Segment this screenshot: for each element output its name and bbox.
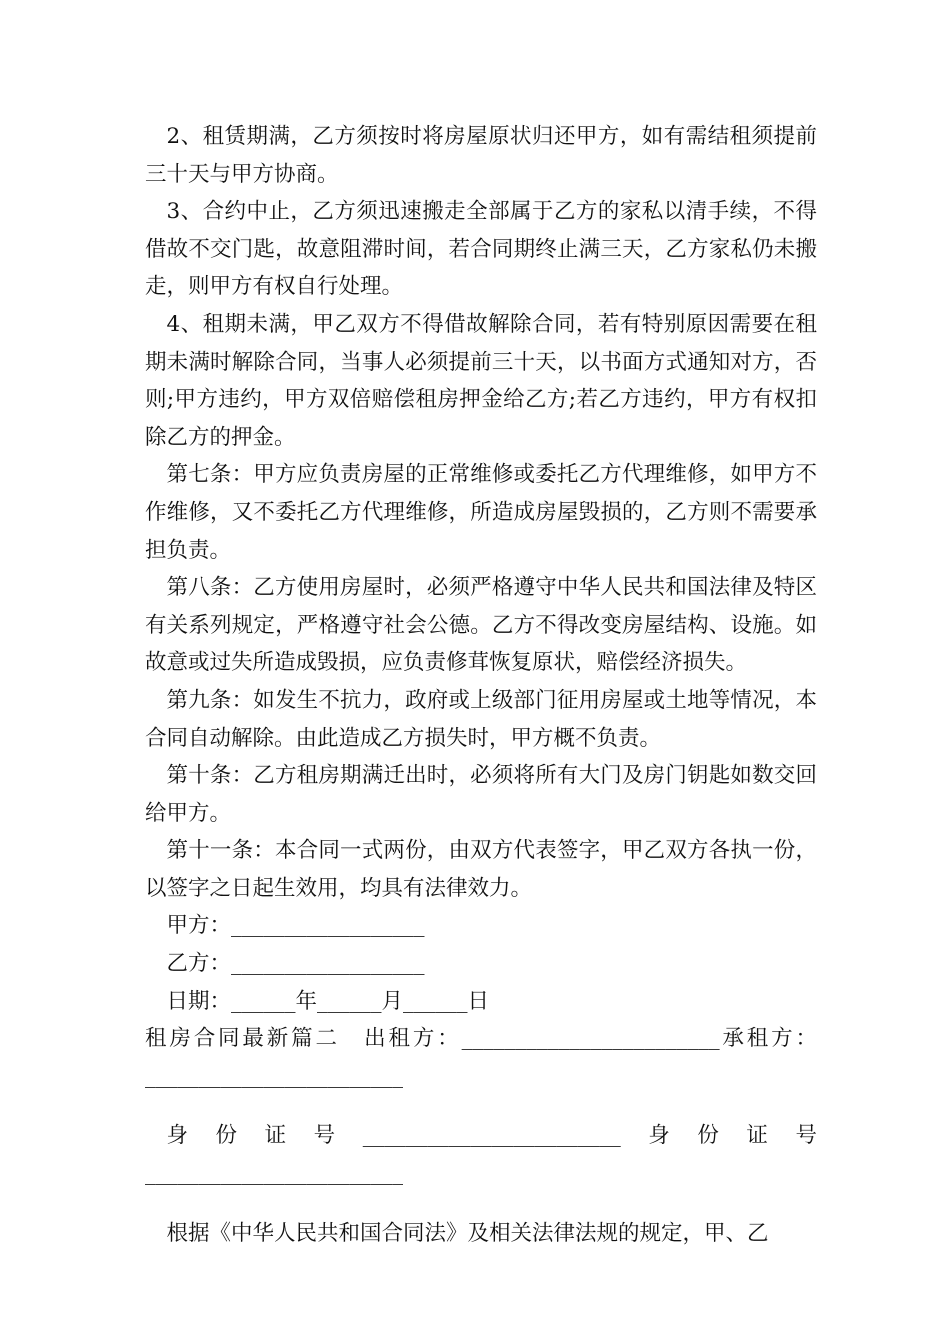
article-8: 第八条：乙方使用房屋时，必须严格遵守中华人民共和国法律及特区有关系列规定，严格遵守社会公德。乙方不得改变房屋结构、设施。如故意或过失所造成毁损，应负责修茸恢复原状，赔偿经济损失。 [145,575,817,676]
article-11: 第十一条：本合同一式两份，由双方代表签字，甲乙双方各执一份，以签字之日起生效用，均具有法律效力。 [145,838,817,901]
id-number-line: 身份证号________________________身份证号________________________ [145,1123,817,1187]
document-page [145,118,817,1252]
clause-4: 4、租期未满，甲乙双方不得借故解除合同，若有特别原因需要在租期未满时解除合同，当事人必须提前三十天，以书面方式通知对方，否则;甲方违约，甲方双倍赔偿租房押金给乙方;若乙方违约，甲方有权扣除乙方的押金。 [145,311,817,450]
section-2-heading-line: 租房合同最新篇二 出租方：________________________承租方：________________________ [145,1026,817,1089]
article-7: 第七条：甲方应负责房屋的正常维修或委托乙方代理维修，如甲方不作维修，又不委托乙方代理维修，所造成房屋毁损的，乙方则不需要承担负责。 [145,462,817,563]
article-10: 第十条：乙方租房期满迁出时，必须将所有大门及房门钥匙如数交回给甲方。 [145,763,817,826]
spacer [145,1193,817,1215]
party-b-signature-line: 乙方：__________________ [166,951,425,977]
clause-2: 2、租赁期满，乙方须按时将房屋原状归还甲方，如有需结租须提前三十天与甲方协商。 [145,124,817,187]
clause-3: 3、合约中止，乙方须迅速搬走全部属于乙方的家私以清手续，不得借故不交门匙，故意阻滞时间，若合同期终止满三天，乙方家私仍未搬走，则甲方有权自行处理。 [145,199,817,300]
party-a-signature-line: 甲方：__________________ [166,913,425,939]
section-2-intro: 根据《中华人民共和国合同法》及相关法律法规的规定，甲、乙 [166,1220,769,1246]
article-9: 第九条：如发生不抗力，政府或上级部门征用房屋或土地等情况，本合同自动解除。由此造成乙方损失时，甲方概不负责。 [145,687,817,751]
date-line: 日期：______年______月______日 [166,988,490,1014]
spacer [145,1095,817,1117]
